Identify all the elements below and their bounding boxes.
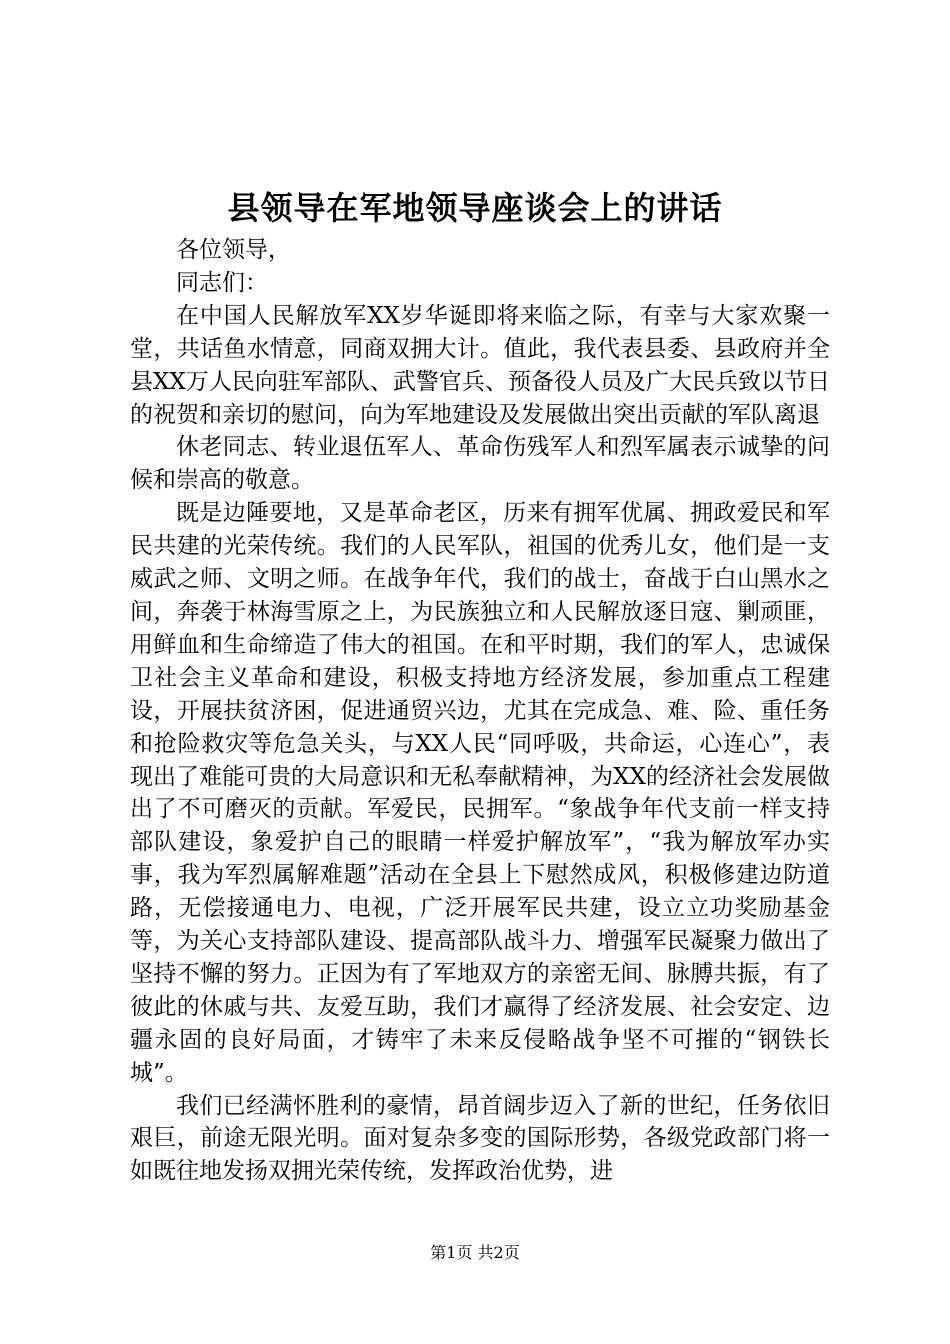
salutation: 各位领导， — [176, 237, 291, 263]
paragraph: 休老同志、转业退伍军人、革命伤残军人和烈军属表示诚挚的问候和崇高的敬意。 — [130, 434, 830, 494]
salutation: 同志们： — [176, 269, 268, 296]
document-title: 县领导在军地领导座谈会上的讲话 — [227, 189, 723, 227]
paragraph: 既是边陲要地，又是革命老区，历来有拥军优属、拥政爱民和军民共建的光荣传统。我们的人民军队，祖国的优秀儿女，他们是一支威武之师、文明之师。在战争年代，我们的战士，奋战于白山黑水之间，奔袭于林海雪原之上，为民族独立和人民解放逐日寇、剿顽匪，用鲜血和生命缔造了伟大的祖国。在和平时期，我们的军人，忠诚保卫社会主义革命和建设，积极支持地方经济发展，参加重点工程建设，开展扶贫济困，促进通贸兴边，尤其在完成急、难、险、重任务和抢险救灾等危急关头，与XX人民“同呼吸，共命运，心连心”，表现出了难能可贵的大局意识和无私奉献精神，为XX的经济社会发展做出了不可磨灭的贡献。军爱民，民拥军。“象战争年代支前一样支持部队建设，象爱护自己的眼睛一样爱护解放军”，“我为解放军办实事，我为军烈属解难题”活动在全县上下慰然成风，积极修建边防道路，无偿接通电力、电视，广泛开展军民共建，设立立功奖励基金等，为关心支持部队建设、提高部队战斗力、增强军民凝聚力做出了坚持不懈的努力。正因为有了军地双方的亲密无间、脉膊共振，有了彼此的休戚与共、友爱互助，我们才赢得了经济发展、社会安定、边疆永固的良好局面，才铸牢了未来反侵略战争坚不可摧的“钢铁长城”。 — [130, 500, 830, 1086]
document-body — [130, 234, 830, 1188]
paragraph: 在中国人民解放军XX岁华诞即将来临之际，有幸与大家欢聚一堂，共话鱼水情意，同商双拥大计。值此，我代表县委、县政府并全县XX万人民向驻军部队、武警官兵、预备役人员及广大民兵致以节日的祝贺和亲切的慰问，向为军地建设及发展做出突出贡献的军队离退 — [130, 302, 830, 428]
page-footer: 第1页 共2页 — [430, 1243, 520, 1262]
paragraph: 我们已经满怀胜利的豪情，昂首阔步迈入了新的世纪，任务依旧艰巨，前途无限光明。面对复杂多变的国际形势，各级党政部门将一如既往地发扬双拥光荣传统，发挥政治优势，进 — [130, 1092, 830, 1185]
